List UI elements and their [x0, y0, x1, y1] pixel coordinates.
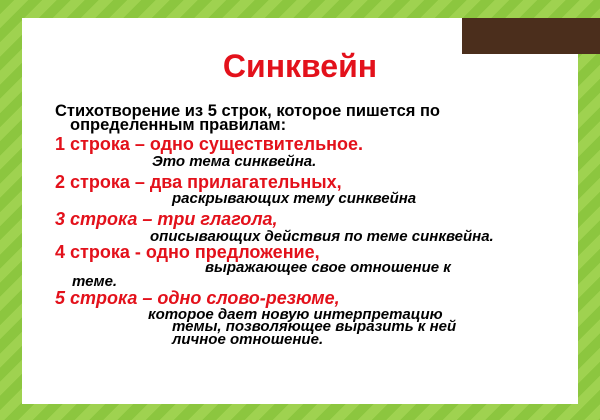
line-1-sub: Это тема синквейна.: [152, 153, 317, 170]
line-3-main: 3 строка – три глагола,: [55, 209, 278, 229]
intro-line-1: Стихотворение из 5 строк, которое пишется по: [55, 102, 441, 120]
line-3-sub: описывающих действия по теме синквейна.: [150, 228, 494, 245]
line-4-sub: выражающее свое отношение к: [205, 259, 451, 276]
line-4-sub-2: теме.: [72, 273, 118, 290]
line-4-main: 4 строка - одно предложение,: [55, 242, 320, 262]
line-1-main: 1 строка – одно существительное.: [55, 134, 364, 154]
line-5-main: 5 строка – одно слово-резюме,: [55, 288, 340, 308]
line-2-main: 2 строка – два прилагательных,: [55, 172, 342, 192]
slide-title: Синквейн: [222, 48, 378, 84]
intro-line-2: определенным правилам:: [70, 116, 287, 134]
line-5-sub-2: темы, позволяющее выразить к ней: [172, 318, 457, 335]
line-2-sub: раскрывающих тему синквейна: [172, 190, 417, 207]
line-5-sub-3: личное отношение.: [172, 331, 324, 348]
line-5-sub-1: которое дает новую интерпретацию: [148, 306, 443, 323]
